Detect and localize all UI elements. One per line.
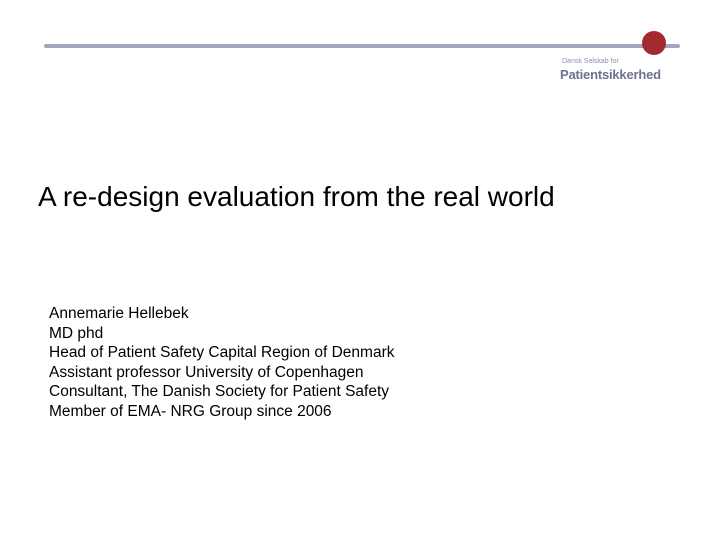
logo-name: Patientsikkerhed [560, 67, 661, 82]
author-role-2: Assistant professor University of Copenhagen [49, 363, 364, 381]
author-info [49, 304, 395, 422]
author-name: Annemarie Hellebek [49, 305, 189, 322]
logo-subtitle: Dansk Selskab for [562, 58, 619, 65]
author-degree: MD phd [49, 324, 104, 342]
author-role-4: Member of EMA- NRG Group since 2006 [49, 402, 332, 420]
author-role-3: Consultant, The Danish Society for Patient Safety [49, 383, 390, 401]
header-rule [44, 44, 680, 48]
author-role-1: Head of Patient Safety Capital Region of Denmark [49, 344, 395, 362]
logo-circle-icon [642, 31, 666, 55]
slide-title: A re-design evaluation from the real world [38, 181, 555, 212]
